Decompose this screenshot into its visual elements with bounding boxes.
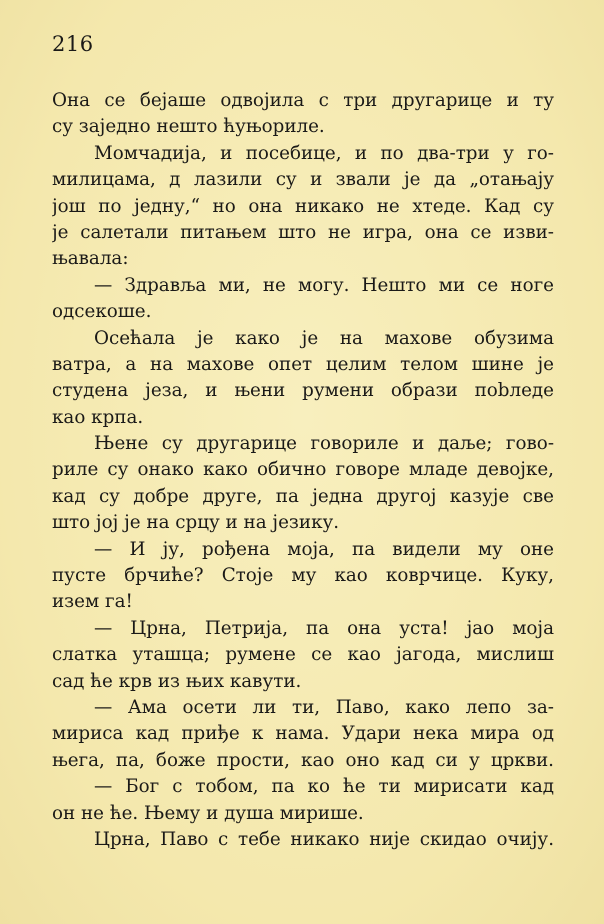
- text-line: мириса кад приђе к нама. Удари нека мира од: [52, 723, 554, 745]
- text-line: су заједно нешто ћуњориле.: [52, 116, 325, 138]
- text-line: кад су добре друге, па једна другој казује све: [52, 485, 554, 507]
- text-line: Њене су другарице говориле и даље; гово-: [94, 433, 554, 455]
- text-line: пусте брчиће? Стоје му као коврчице. Куку,: [52, 565, 554, 587]
- text-line: сад ће крв из њих кавути.: [52, 670, 302, 692]
- text-line: њавала:: [52, 248, 129, 270]
- text-line: — Бог с тобом, па ко ће ти мирисати кад: [94, 776, 554, 798]
- text-line: њега, па, боже прости, као оно кад си у цркви.: [52, 749, 554, 771]
- text-line: Црна, Паво с тебе никако није скидао очију.: [94, 828, 554, 850]
- page-number: 216: [52, 32, 94, 56]
- text-line: као крпа.: [52, 406, 144, 428]
- text-line: Осећала је како је на махове обузима: [94, 327, 554, 349]
- text-line: још по једну,“ но она никако не хтеде. Кад су: [52, 195, 554, 217]
- text-line: изем га!: [52, 591, 133, 613]
- text-line: одсекоше.: [52, 301, 152, 323]
- text-line: Она се бејаше одвојила с три другарице и ту: [52, 90, 554, 111]
- text-line: Момчадија, и посебице, и по два-три у го-: [94, 142, 554, 164]
- text-line: је салетали питањем што не игра, она се изви-: [52, 221, 554, 243]
- text-line: — Ама осети ли ти, Паво, како лепо за-: [94, 696, 554, 718]
- text-line: ватра, а на махове опет целим телом шине је: [52, 353, 554, 375]
- text-line: — И ју, рођена моја, па видели му оне: [94, 538, 554, 560]
- text-line: риле су онако како обично говоре младе девојке,: [52, 459, 554, 481]
- text-line: слатка уташца; румене се као јагода, мислиш: [52, 644, 554, 666]
- text-line: милицама, д лазили су и звали је да „отањају: [52, 169, 554, 191]
- body-text: [52, 88, 554, 853]
- text-line: студена језа, и њени румени образи пobледе: [52, 380, 554, 402]
- text-line: што јој је на срцу и на језику.: [52, 512, 340, 534]
- text-line: — Здравља ми, не могу. Нешто ми се ноге: [94, 274, 554, 296]
- text-line: он не ће. Њему и душа мирише.: [52, 802, 364, 824]
- text-line: — Црна, Петрија, па она уста! јао моја: [94, 617, 554, 639]
